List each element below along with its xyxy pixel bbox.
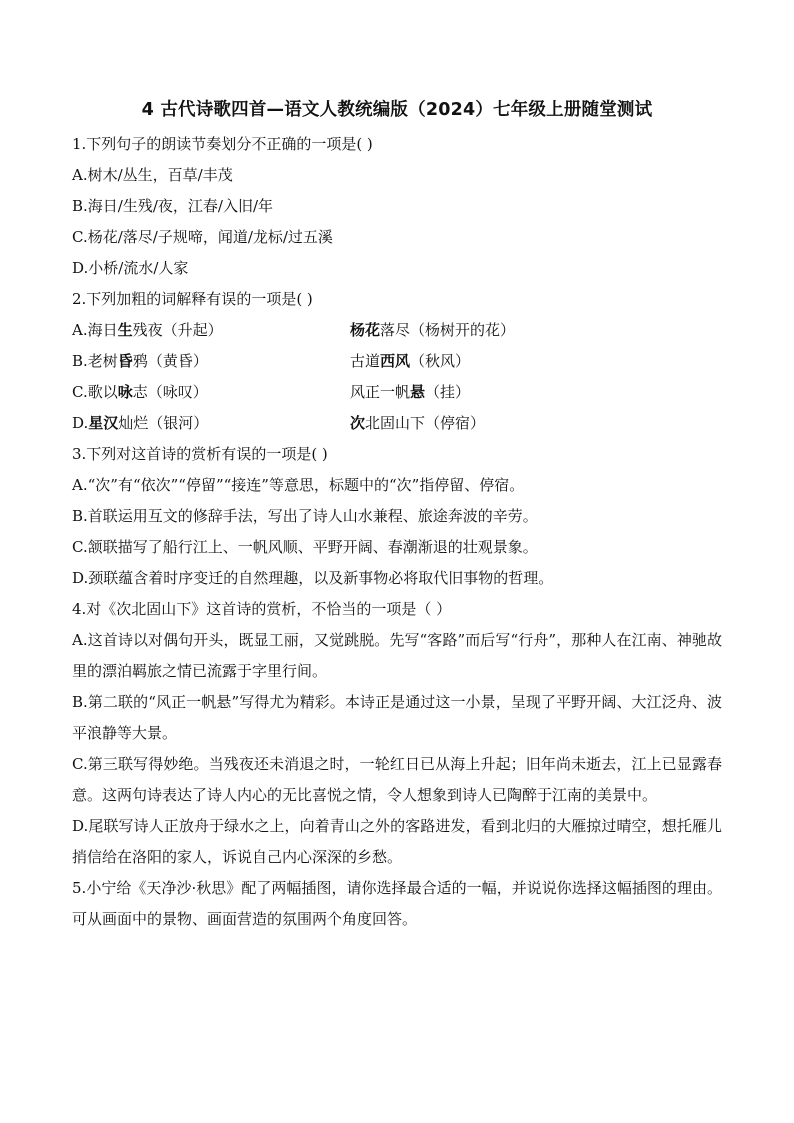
bold-word: 悬 — [410, 383, 426, 401]
question-2-option-b-1 — [72, 346, 350, 377]
question-2-row-c — [72, 377, 722, 408]
question-2-row-d — [72, 408, 722, 439]
question-1-option-c: C.杨花/落尽/子规啼，闻道/龙标/过五溪 — [72, 228, 333, 246]
question-3-stem: 3.下列对这首诗的赏析有误的一项是( ) — [72, 445, 328, 463]
question-5-stem: 5.小宁给《天净沙·秋思》配了两幅插图，请你选择最合适的一幅，并说说你选择这幅插图的理由。可从画面中的景物、画面营造的氛围两个角度回答。 — [72, 879, 722, 928]
question-2-row-a — [72, 315, 722, 346]
question-3 — [72, 439, 722, 594]
question-2-option-a-1 — [72, 315, 350, 346]
bold-word: 星汉 — [88, 414, 119, 432]
bold-word: 次 — [350, 414, 366, 432]
option-text: （秋风） — [410, 352, 471, 370]
question-2-option-c-2 — [350, 377, 722, 408]
bold-word: 西风 — [380, 352, 411, 370]
option-text: （挂） — [425, 383, 471, 401]
option-text: 北固山下（停宿） — [365, 414, 486, 432]
worksheet-page — [72, 96, 722, 935]
question-2-option-d-2 — [350, 408, 722, 439]
question-2-option-b-2 — [350, 346, 722, 377]
question-4-option-d: D.尾联写诗人正放舟于绿水之上，向着青山之外的客路进发，看到北归的大雁掠过晴空，想托雁儿捎信给在洛阳的家人，诉说自己内心深深的乡愁。 — [72, 817, 722, 866]
question-4-option-b: B.第二联的“风正一帆悬”写得尤为精彩。本诗正是通过这一小景，呈现了平野开阔、大江泛舟、波平浪静等大景。 — [72, 693, 722, 742]
option-text: 残夜（升起） — [132, 321, 223, 339]
question-3-option-a: A.“次”有“依次”“停留”“接连”等意思，标题中的“次”指停留、停宿。 — [72, 476, 525, 494]
bold-word: 昏 — [117, 352, 133, 370]
option-text: 志（咏叹） — [132, 383, 208, 401]
option-text: C.歌以 — [72, 383, 118, 401]
question-1 — [72, 129, 722, 284]
option-text: 风正一帆 — [350, 383, 411, 401]
question-2 — [72, 284, 722, 439]
question-2-option-a-2 — [350, 315, 722, 346]
question-4-option-c: C.第三联写得妙绝。当残夜还未消退之时，一轮红日已从海上升起；旧年尚未逝去，江上已显露春意。这两句诗表达了诗人内心的无比喜悦之情，令人想象到诗人已陶醉于江南的美景中。 — [72, 755, 722, 804]
question-2-row-b — [72, 346, 722, 377]
question-4-stem: 4.对《次北固山下》这首诗的赏析，不恰当的一项是（ ） — [72, 600, 452, 618]
option-text: 鸦（黄昏） — [132, 352, 208, 370]
question-1-option-a: A.树木/丛生，百草/丰茂 — [72, 166, 233, 184]
question-4-option-a: A.这首诗以对偶句开头，既显工丽，又觉跳脱。先写“客路”而后写“行舟”，那种人在江南、神驰故里的漂泊羁旅之情已流露于字里行间。 — [72, 631, 722, 680]
question-3-option-d: D.颈联蕴含着时序变迁的自然理趣，以及新事物必将取代旧事物的哲理。 — [72, 569, 554, 587]
option-text: A.海日 — [72, 321, 118, 339]
question-2-stem: 2.下列加粗的词解释有误的一项是( ) — [72, 290, 313, 308]
question-2-option-d-1 — [72, 408, 350, 439]
page-title: 4 古代诗歌四首—语文人教统编版（2024）七年级上册随堂测试 — [141, 100, 653, 120]
option-text: D. — [72, 414, 89, 432]
bold-word: 咏 — [117, 383, 133, 401]
option-text: 古道 — [350, 352, 381, 370]
question-3-option-c: C.颔联描写了船行江上、一帆风顺、平野开阔、春潮渐退的壮观景象。 — [72, 538, 538, 556]
question-1-option-b: B.海日/生残/夜，江春/入旧/年 — [72, 197, 274, 215]
option-text: B.老树 — [72, 352, 118, 370]
bold-word: 杨花 — [350, 321, 381, 339]
question-5 — [72, 873, 722, 935]
bold-word: 生 — [117, 321, 133, 339]
question-2-option-c-1 — [72, 377, 350, 408]
option-text: 落尽（杨树开的花） — [380, 321, 516, 339]
question-1-option-d: D.小桥/流水/人家 — [72, 259, 189, 277]
question-1-stem: 1.下列句子的朗读节奏划分不正确的一项是( ) — [72, 135, 373, 153]
question-4 — [72, 594, 722, 873]
option-text: 灿烂（银河） — [118, 414, 209, 432]
question-3-option-b: B.首联运用互文的修辞手法，写出了诗人山水兼程、旅途奔波的辛劳。 — [72, 507, 538, 525]
